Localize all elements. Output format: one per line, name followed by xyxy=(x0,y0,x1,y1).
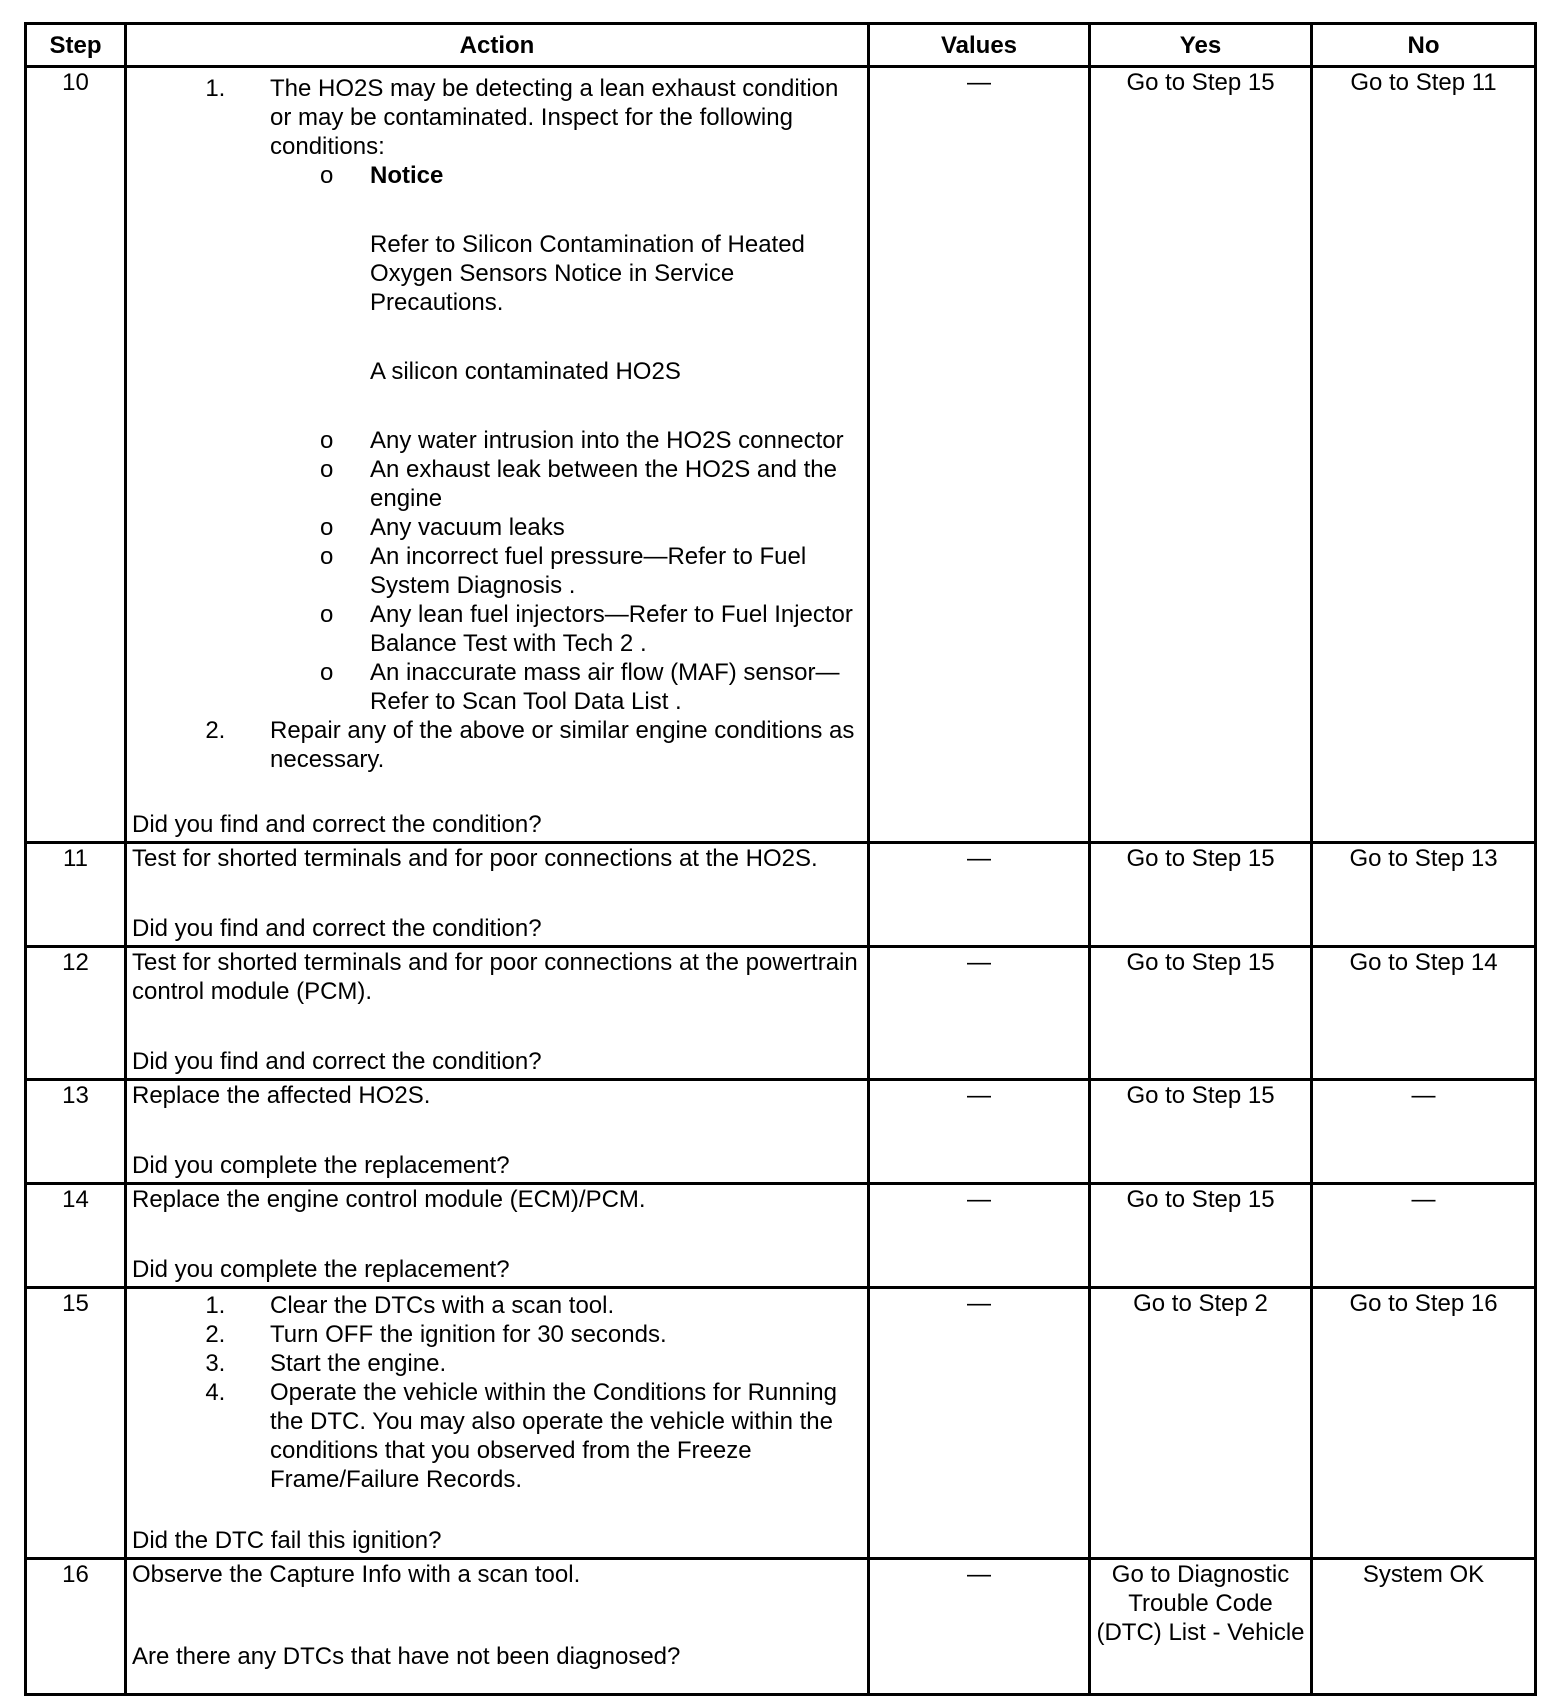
step-number: 10 xyxy=(26,67,126,843)
action-steps-list xyxy=(132,1291,862,1494)
bullet-icon: o xyxy=(320,162,334,189)
action-text: Observe the Capture Info with a scan tool. xyxy=(132,1561,581,1589)
table-row-step-10 xyxy=(26,67,1536,843)
no-cell: System OK xyxy=(1312,1559,1536,1695)
header-step: Step xyxy=(26,24,126,67)
action-steps-list xyxy=(132,74,862,774)
action-step-text: Start the engine. xyxy=(270,1350,447,1378)
condition-text: Any lean fuel injectors—Refer to Fuel Injector Balance Test with Tech 2 . xyxy=(370,601,853,657)
table-row-step-14 xyxy=(26,1183,1536,1287)
condition-item xyxy=(320,513,862,542)
values-cell: — xyxy=(869,947,1090,1079)
bullet-icon: o xyxy=(320,514,334,541)
header-row xyxy=(26,24,1536,67)
yes-cell: Go to Diagnostic Trouble Code (DTC) List - Vehicle xyxy=(1090,1559,1312,1695)
values-cell: — xyxy=(869,842,1090,946)
condition-item xyxy=(320,600,862,658)
values-cell: — xyxy=(869,1559,1090,1695)
yes-cell: Go to Step 2 xyxy=(1090,1288,1312,1559)
yes-cell: Go to Step 15 xyxy=(1090,67,1312,843)
action-cell xyxy=(126,842,869,946)
diagnostic-table xyxy=(24,22,1537,1696)
action-step xyxy=(232,1320,862,1349)
condition-item xyxy=(320,455,862,513)
action-text: Test for shorted terminals and for poor connections at the HO2S. xyxy=(132,844,818,872)
step-number: 11 xyxy=(26,842,126,946)
yes-cell: Go to Step 15 xyxy=(1090,842,1312,946)
action-question: Did the DTC fail this ignition? xyxy=(132,1527,442,1555)
action-step-text: Clear the DTCs with a scan tool. xyxy=(270,1292,615,1320)
header-values: Values xyxy=(869,24,1090,67)
action-step-text: The HO2S may be detecting a lean exhaust condition or may be contaminated. Inspect for the following conditions: xyxy=(270,75,839,160)
condition-text: An inaccurate mass air flow (MAF) sensor—Refer to Scan Tool Data List . xyxy=(370,659,840,715)
action-question: Did you find and correct the condition? xyxy=(132,1047,542,1075)
notice-item xyxy=(320,161,862,386)
condition-item xyxy=(320,658,862,716)
table-row-step-16 xyxy=(26,1559,1536,1695)
yes-cell: Go to Step 15 xyxy=(1090,1079,1312,1183)
values-cell: — xyxy=(869,1183,1090,1287)
notice-detail: A silicon contaminated HO2S xyxy=(370,358,681,385)
condition-text: An incorrect fuel pressure—Refer to Fuel System Diagnosis . xyxy=(370,543,807,599)
no-cell: Go to Step 14 xyxy=(1312,947,1536,1079)
action-cell xyxy=(126,67,869,843)
action-text: Test for shorted terminals and for poor connections at the powertrain control module (PCM). xyxy=(132,949,858,1006)
header-no: No xyxy=(1312,24,1536,67)
action-cell xyxy=(126,1183,869,1287)
no-cell: — xyxy=(1312,1183,1536,1287)
notice-text: Refer to Silicon Contamination of Heated Oxygen Sensors Notice in Service Precautions. xyxy=(370,231,805,316)
notice-title: Notice xyxy=(370,162,444,189)
bullet-icon: o xyxy=(320,427,334,454)
condition-text: Any vacuum leaks xyxy=(370,514,565,541)
no-cell: — xyxy=(1312,1079,1536,1183)
header-yes: Yes xyxy=(1090,24,1312,67)
action-question: Are there any DTCs that have not been diagnosed? xyxy=(132,1643,681,1670)
condition-text: Any water intrusion into the HO2S connector xyxy=(370,427,844,454)
action-step-text: Turn OFF the ignition for 30 seconds. xyxy=(270,1321,667,1349)
values-cell: — xyxy=(869,67,1090,843)
action-cell xyxy=(126,1559,869,1695)
yes-cell: Go to Step 15 xyxy=(1090,1183,1312,1287)
values-cell: — xyxy=(869,1288,1090,1559)
action-cell xyxy=(126,1288,869,1559)
action-question: Did you find and correct the condition? xyxy=(132,915,542,943)
bullet-icon: o xyxy=(320,601,334,628)
action-step xyxy=(232,1349,862,1378)
action-step xyxy=(232,74,862,716)
table-row-step-15 xyxy=(26,1288,1536,1559)
bullet-icon: o xyxy=(320,659,334,686)
action-step xyxy=(232,1378,862,1494)
action-step-text: Repair any of the above or similar engine conditions as necessary. xyxy=(270,717,855,773)
action-step xyxy=(232,1291,862,1320)
table-row-step-13 xyxy=(26,1079,1536,1183)
no-cell: Go to Step 13 xyxy=(1312,842,1536,946)
condition-text: An exhaust leak between the HO2S and the engine xyxy=(370,456,837,512)
bullet-icon: o xyxy=(320,456,334,483)
action-step xyxy=(232,716,862,774)
step-number: 12 xyxy=(26,947,126,1079)
bullet-icon: o xyxy=(320,543,334,570)
action-step-text: Operate the vehicle within the Conditions for Running the DTC. You may also operate the vehicle within the conditions that you observed from the Freeze Frame/Failure Records. xyxy=(270,1379,837,1494)
step-number: 15 xyxy=(26,1288,126,1559)
step-number: 13 xyxy=(26,1079,126,1183)
condition-item xyxy=(320,542,862,600)
step-number: 16 xyxy=(26,1559,126,1695)
action-cell xyxy=(126,1079,869,1183)
table-row-step-12 xyxy=(26,947,1536,1079)
action-question: Did you complete the replacement? xyxy=(132,1151,510,1179)
yes-cell: Go to Step 15 xyxy=(1090,947,1312,1079)
condition-item xyxy=(320,426,862,455)
action-question: Did you find and correct the condition? xyxy=(132,810,542,838)
action-text: Replace the engine control module (ECM)/PCM. xyxy=(132,1185,646,1213)
values-cell: — xyxy=(869,1079,1090,1183)
action-text: Replace the affected HO2S. xyxy=(132,1081,431,1109)
no-cell: Go to Step 11 xyxy=(1312,67,1536,843)
table-row-step-11 xyxy=(26,842,1536,946)
header-action: Action xyxy=(126,24,869,67)
action-question: Did you complete the replacement? xyxy=(132,1256,510,1284)
action-cell xyxy=(126,947,869,1079)
no-cell: Go to Step 16 xyxy=(1312,1288,1536,1559)
step-number: 14 xyxy=(26,1183,126,1287)
condition-list xyxy=(270,161,862,716)
